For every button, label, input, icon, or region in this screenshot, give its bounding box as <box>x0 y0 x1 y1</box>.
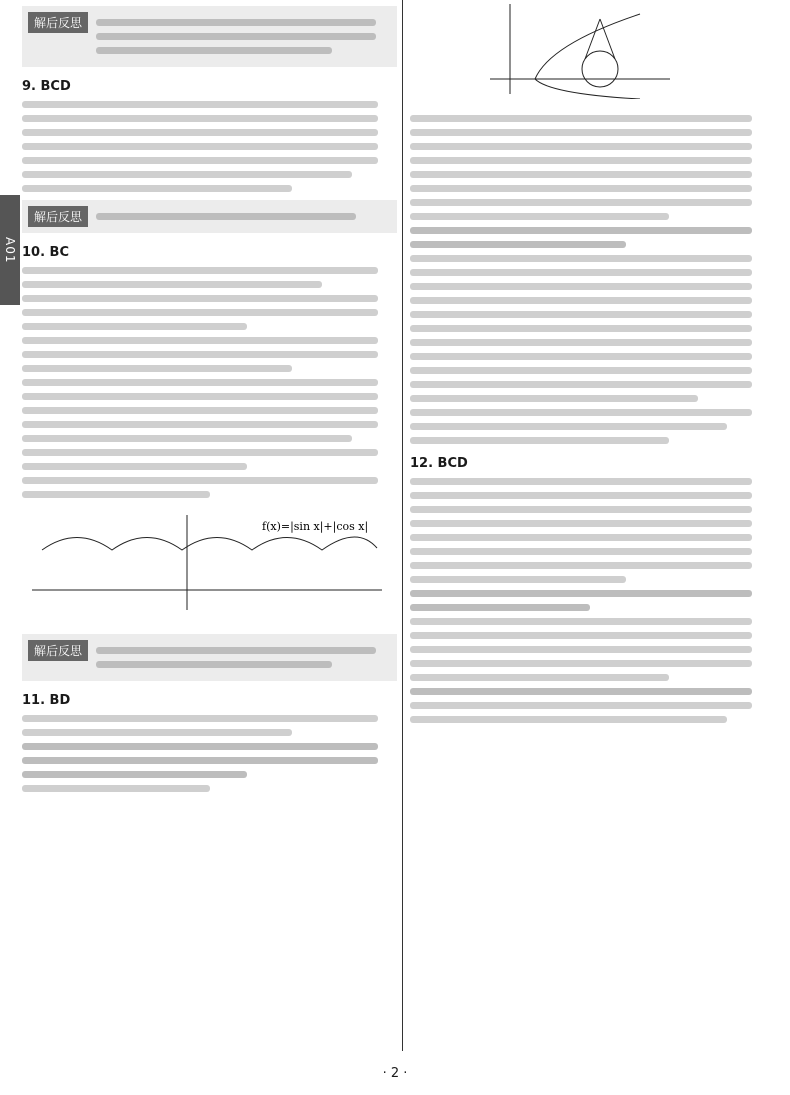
chapter-tab <box>0 195 20 305</box>
graph-label: f(x)=|sin x|+|cos x| <box>262 520 369 533</box>
left-column <box>22 0 397 1055</box>
page-number: · 2 · <box>382 1066 408 1081</box>
column-divider <box>402 0 403 1051</box>
q11-continued <box>410 115 770 444</box>
q12-label: 12. BCD <box>410 456 468 471</box>
right-column <box>410 0 770 1055</box>
q11-block <box>22 689 397 792</box>
reflection-tag: 解后反思 <box>28 12 88 33</box>
reflection-box <box>22 6 397 67</box>
reflection-box <box>22 200 397 233</box>
q10-block <box>22 241 397 498</box>
chapter-tab-label: A01 <box>3 236 17 264</box>
trig-graph <box>22 510 392 620</box>
parabola-figure <box>410 4 710 99</box>
q11-label: 11. BD <box>22 693 71 708</box>
q10-label: 10. BC <box>22 245 70 260</box>
reflection-box <box>22 634 397 681</box>
q9-block <box>22 75 397 192</box>
reflection-tag: 解后反思 <box>28 640 88 661</box>
reflection-tag: 解后反思 <box>28 206 88 227</box>
q9-label: 9. BCD <box>22 79 71 94</box>
q12-block <box>410 452 770 723</box>
